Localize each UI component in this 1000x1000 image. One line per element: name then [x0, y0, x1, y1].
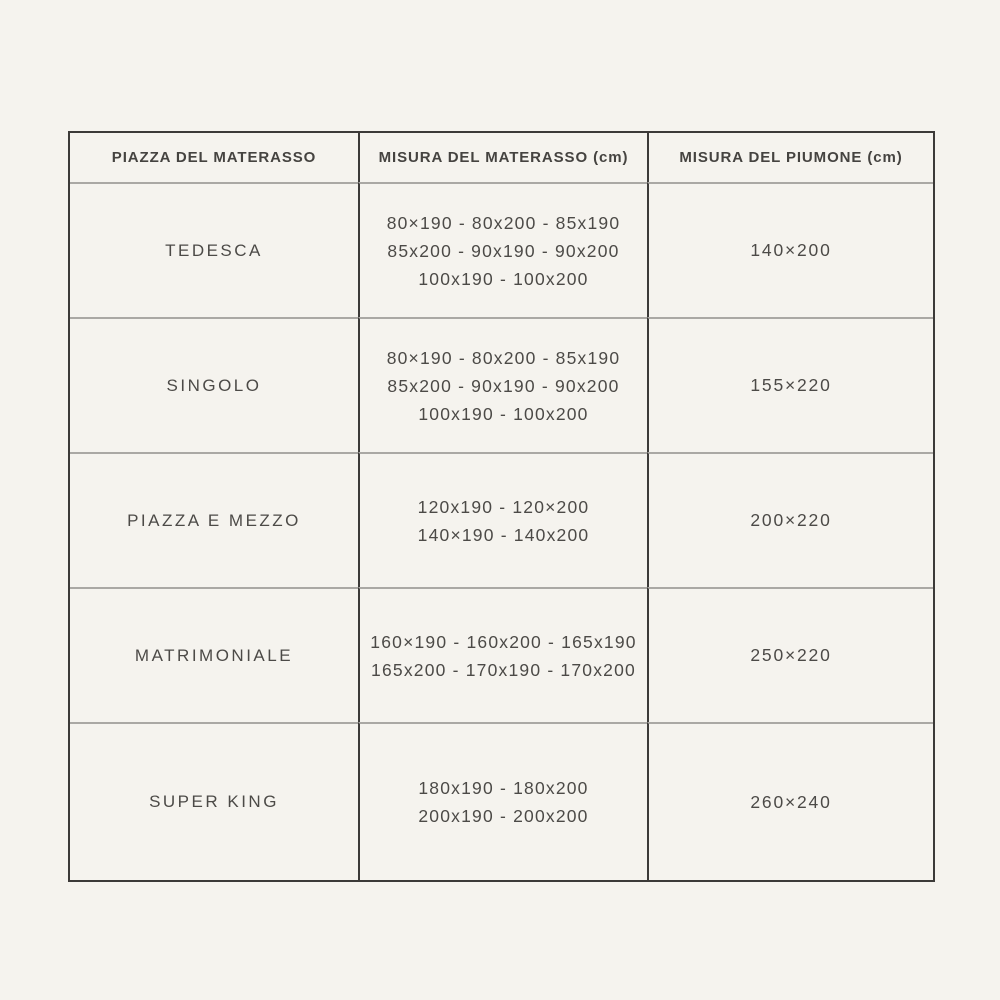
table-header-row — [70, 133, 933, 182]
size-line: 120x190 - 120×200 — [417, 496, 590, 517]
row-name-tedesca: TEDESCA — [165, 240, 263, 260]
table-row — [70, 182, 933, 317]
column-header-misura-piumone: MISURA DEL PIUMONE (cm) — [647, 133, 933, 182]
mattress-sizes-cell — [358, 452, 647, 587]
duvet-size-value: 155×220 — [750, 375, 832, 395]
size-line: 140×190 - 140x200 — [417, 524, 590, 545]
size-line: 180x190 - 180x200 — [418, 778, 589, 798]
column-header-piazza: PIAZZA DEL MATERASSO — [70, 133, 358, 182]
size-line: 80×190 - 80x200 - 85x190 — [386, 347, 621, 368]
mattress-sizes-cell — [358, 587, 647, 722]
mattress-sizes-cell — [358, 317, 647, 452]
size-line: 200x190 - 200x200 — [418, 806, 589, 826]
mattress-size-table — [68, 131, 935, 882]
duvet-size-value: 260×240 — [750, 791, 832, 812]
table-row — [70, 722, 933, 880]
duvet-size-value: 250×220 — [750, 645, 832, 665]
row-name-piazza-e-mezzo: PIAZZA E MEZZO — [127, 510, 301, 530]
size-line: 160×190 - 160x200 - 165x190 — [370, 631, 637, 652]
table-row — [70, 317, 933, 452]
row-name-matrimoniale: MATRIMONIALE — [134, 645, 294, 665]
duvet-size-value: 200×220 — [750, 510, 832, 530]
size-line: 165x200 - 170x190 - 170x200 — [371, 659, 636, 680]
size-line: 80×190 - 80x200 - 85x190 — [386, 212, 621, 233]
size-line: 85x200 - 90x190 - 90x200 — [387, 240, 620, 261]
column-header-misura-materasso: MISURA DEL MATERASSO (cm) — [358, 133, 647, 182]
duvet-size-value: 140×200 — [750, 240, 832, 260]
mattress-sizes-cell — [358, 182, 647, 317]
table-row — [70, 587, 933, 722]
row-name-super-king: SUPER KING — [149, 792, 279, 811]
size-line: 85x200 - 90x190 - 90x200 — [387, 375, 620, 396]
row-name-singolo: SINGOLO — [166, 375, 262, 395]
mattress-sizes-cell — [358, 722, 647, 880]
size-line: 100x190 - 100x200 — [418, 268, 589, 289]
table-row — [70, 452, 933, 587]
size-line: 100x190 - 100x200 — [418, 403, 589, 424]
